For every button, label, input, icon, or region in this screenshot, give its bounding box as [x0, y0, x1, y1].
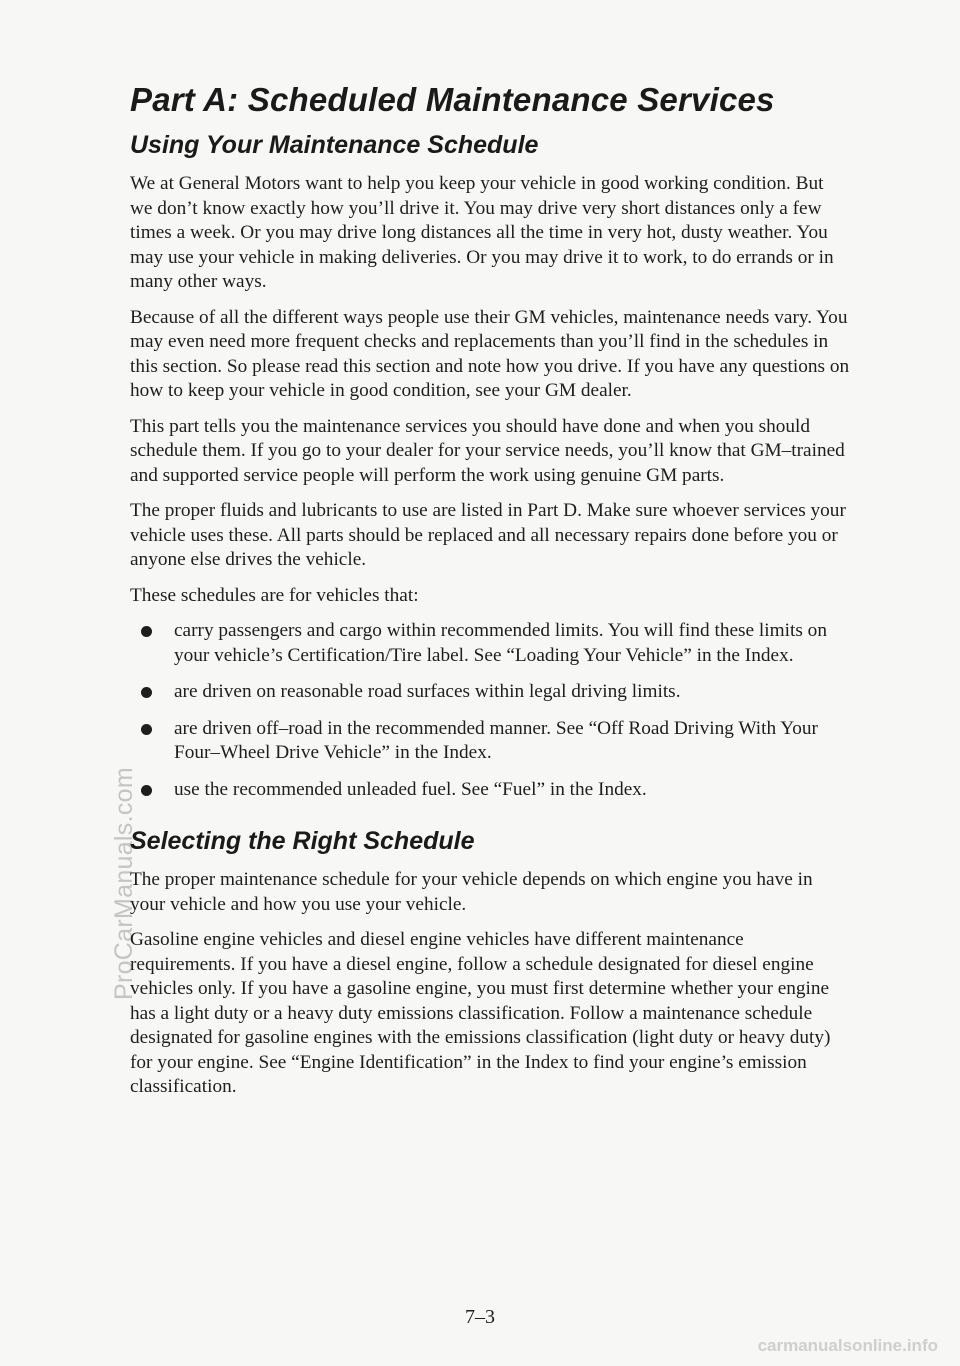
bullet-icon — [141, 687, 152, 698]
paragraph: We at General Motors want to help you keep your vehicle in good working condition. But we don’t know exactly how you’ll drive it. You may drive very short distances only a few times a week. Or you may drive long distances all the time in very hot, dusty weather. You may use your vehicle in making deliveries. Or you may drive it to work, to do errands or in many other ways. — [130, 173, 834, 292]
bullet-icon — [141, 785, 152, 796]
footer-watermark: carmanualsonline.info — [757, 1336, 938, 1355]
list-item — [130, 619, 850, 668]
list-item — [130, 717, 850, 766]
list-item — [130, 778, 850, 803]
section-heading-right-schedule: Selecting the Right Schedule — [130, 827, 475, 855]
list-item-text: carry passengers and cargo within recommended limits. You will find these limits on your vehicle’s Certification/Tire label. See “Loading Your Vehicle” in the Index. — [174, 620, 827, 666]
vehicle-conditions-list — [130, 619, 850, 802]
paragraph: The proper maintenance schedule for your vehicle depends on which engine you have in your vehicle and how you use your vehicle. — [130, 869, 813, 915]
paragraph: The proper fluids and lubricants to use are listed in Part D. Make sure whoever services your vehicle uses these. All parts should be replaced and all necessary repairs done before you or anyone else drives the vehicle. — [130, 500, 846, 570]
page-number: 7–3 — [465, 1306, 495, 1328]
list-item-text: are driven on reasonable road surfaces within legal driving limits. — [174, 681, 681, 702]
side-watermark: ProCarManuals.com — [110, 767, 138, 1000]
list-item — [130, 680, 850, 705]
page-content — [130, 78, 850, 1111]
bullet-icon — [141, 626, 152, 637]
paragraph: These schedules are for vehicles that: — [130, 584, 419, 606]
paragraph: Because of all the different ways people use their GM vehicles, maintenance needs vary. You may even need more frequent checks and replacements than you’ll find in the schedules in this section. So please read this section and note how you drive. If you have any questions on how to keep your vehicle in good condition, see your GM dealer. — [130, 306, 850, 401]
paragraph: This part tells you the maintenance services you should have done and when you should schedule them. If you go to your dealer for your service needs, you’ll know that GM–trained and supported service people will perform the work using genuine GM parts. — [130, 415, 845, 486]
page-title: Part A: Scheduled Maintenance Services — [130, 81, 775, 118]
bullet-icon — [141, 724, 152, 735]
section-heading-maintenance-schedule: Using Your Maintenance Schedule — [130, 131, 539, 159]
list-item-text: use the recommended unleaded fuel. See “Fuel” in the Index. — [174, 778, 647, 800]
paragraph: Gasoline engine vehicles and diesel engine vehicles have different maintenance requirements. If you have a diesel engine, follow a schedule designated for diesel engine vehicles only. If you have a gasoline engine, you must first determine whether your engine has a light duty or a heavy duty emissions classification. Follow a maintenance schedule designated for gasoline engines with the emissions classification (light duty or heavy duty) for your engine. See “Engine Identification” in the Index to find your engine’s emission classification. — [130, 929, 831, 1097]
list-item-text: are driven off–road in the recommended manner. See “Off Road Driving With Your Four–Wheel Drive Vehicle” in the Index. — [174, 717, 818, 763]
